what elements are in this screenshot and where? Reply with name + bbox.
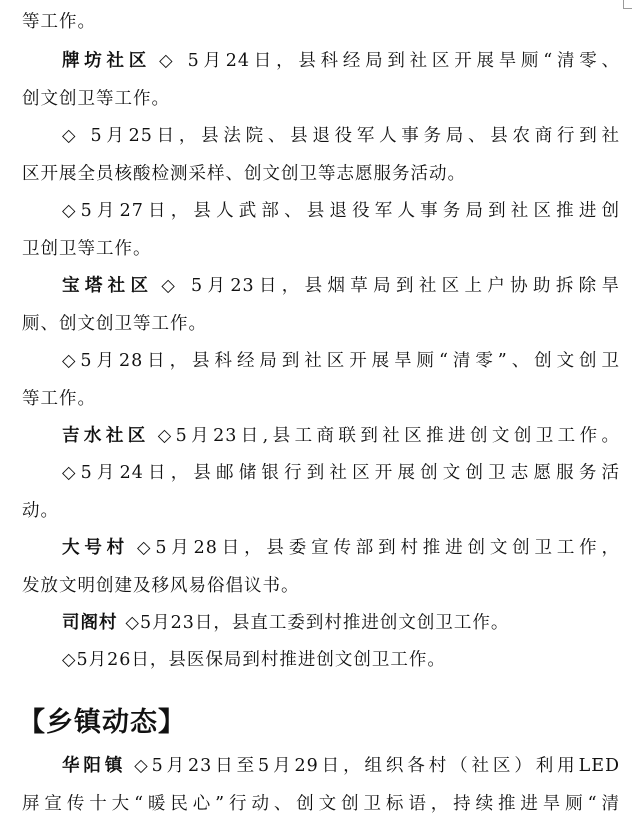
paragraph-line	[62, 609, 620, 637]
paragraph-text: ◇ 5月23日，县烟草局到社区上户协助拆除旱	[161, 276, 621, 296]
paragraph-line: ◇5月28日，县科经局到社区开展旱厕“清零”、创文创卫	[62, 351, 620, 371]
paragraph-line: 区开展全员核酸检测采样、创文创卫等志愿服务活动。	[22, 164, 466, 184]
paragraph-line: ◇ 5月25日，县法院、县退役军人事务局、县农商行到社	[62, 126, 620, 146]
paragraph-line: 创文创卫等工作。	[22, 89, 170, 109]
paragraph-line	[62, 47, 620, 75]
section-heading: 【乡镇动态】	[18, 707, 186, 738]
paragraph-line	[62, 422, 620, 450]
paragraph-line	[62, 272, 620, 300]
paragraph-line: 屏宣传十大“暖民心”行动、创文创卫标语，持续推进旱厕“清	[22, 794, 620, 814]
paragraph-text: ◇5月28日，县委宣传部到村推进创文创卫工作，	[137, 538, 621, 558]
paragraph-line: 厕、创文创卫等工作。	[22, 314, 207, 334]
paragraph-line: 动。	[22, 501, 59, 521]
town-name: 华阳镇	[62, 756, 127, 776]
paragraph-text: ◇5月23日,县工商联到社区推进创文创卫工作。	[157, 426, 621, 446]
paragraph-line: 等工作。	[22, 12, 96, 32]
community-name: 宝塔社区	[62, 276, 154, 296]
paragraph-text: ◇5月23日至5月29日，组织各村（社区）利用LED	[134, 756, 620, 776]
paragraph-line: 发放文明创建及移风易俗倡议书。	[22, 576, 300, 596]
page-corner-mark	[623, 0, 632, 9]
paragraph-line: ◇5月24日，县邮储银行到社区开展创文创卫志愿服务活	[62, 463, 620, 483]
village-name: 司阁村	[62, 613, 118, 633]
paragraph-line: ◇5月26日，县医保局到村推进创文创卫工作。	[62, 650, 446, 670]
community-name: 牌坊社区	[62, 51, 152, 71]
community-name: 吉水社区	[62, 426, 150, 446]
paragraph-line: 等工作。	[22, 389, 96, 409]
paragraph-line: 卫创卫等工作。	[22, 239, 152, 259]
paragraph-text: ◇5月23日，县直工委到村推进创文创卫工作。	[125, 613, 510, 633]
paragraph-text: ◇ 5月24日，县科经局到社区开展旱厕“清零、	[159, 51, 620, 71]
paragraph-line: ◇5月27日，县人武部、县退役军人事务局到社区推进创	[62, 201, 620, 221]
paragraph-line	[62, 534, 620, 562]
paragraph-line	[62, 752, 620, 780]
village-name: 大号村	[62, 538, 130, 558]
